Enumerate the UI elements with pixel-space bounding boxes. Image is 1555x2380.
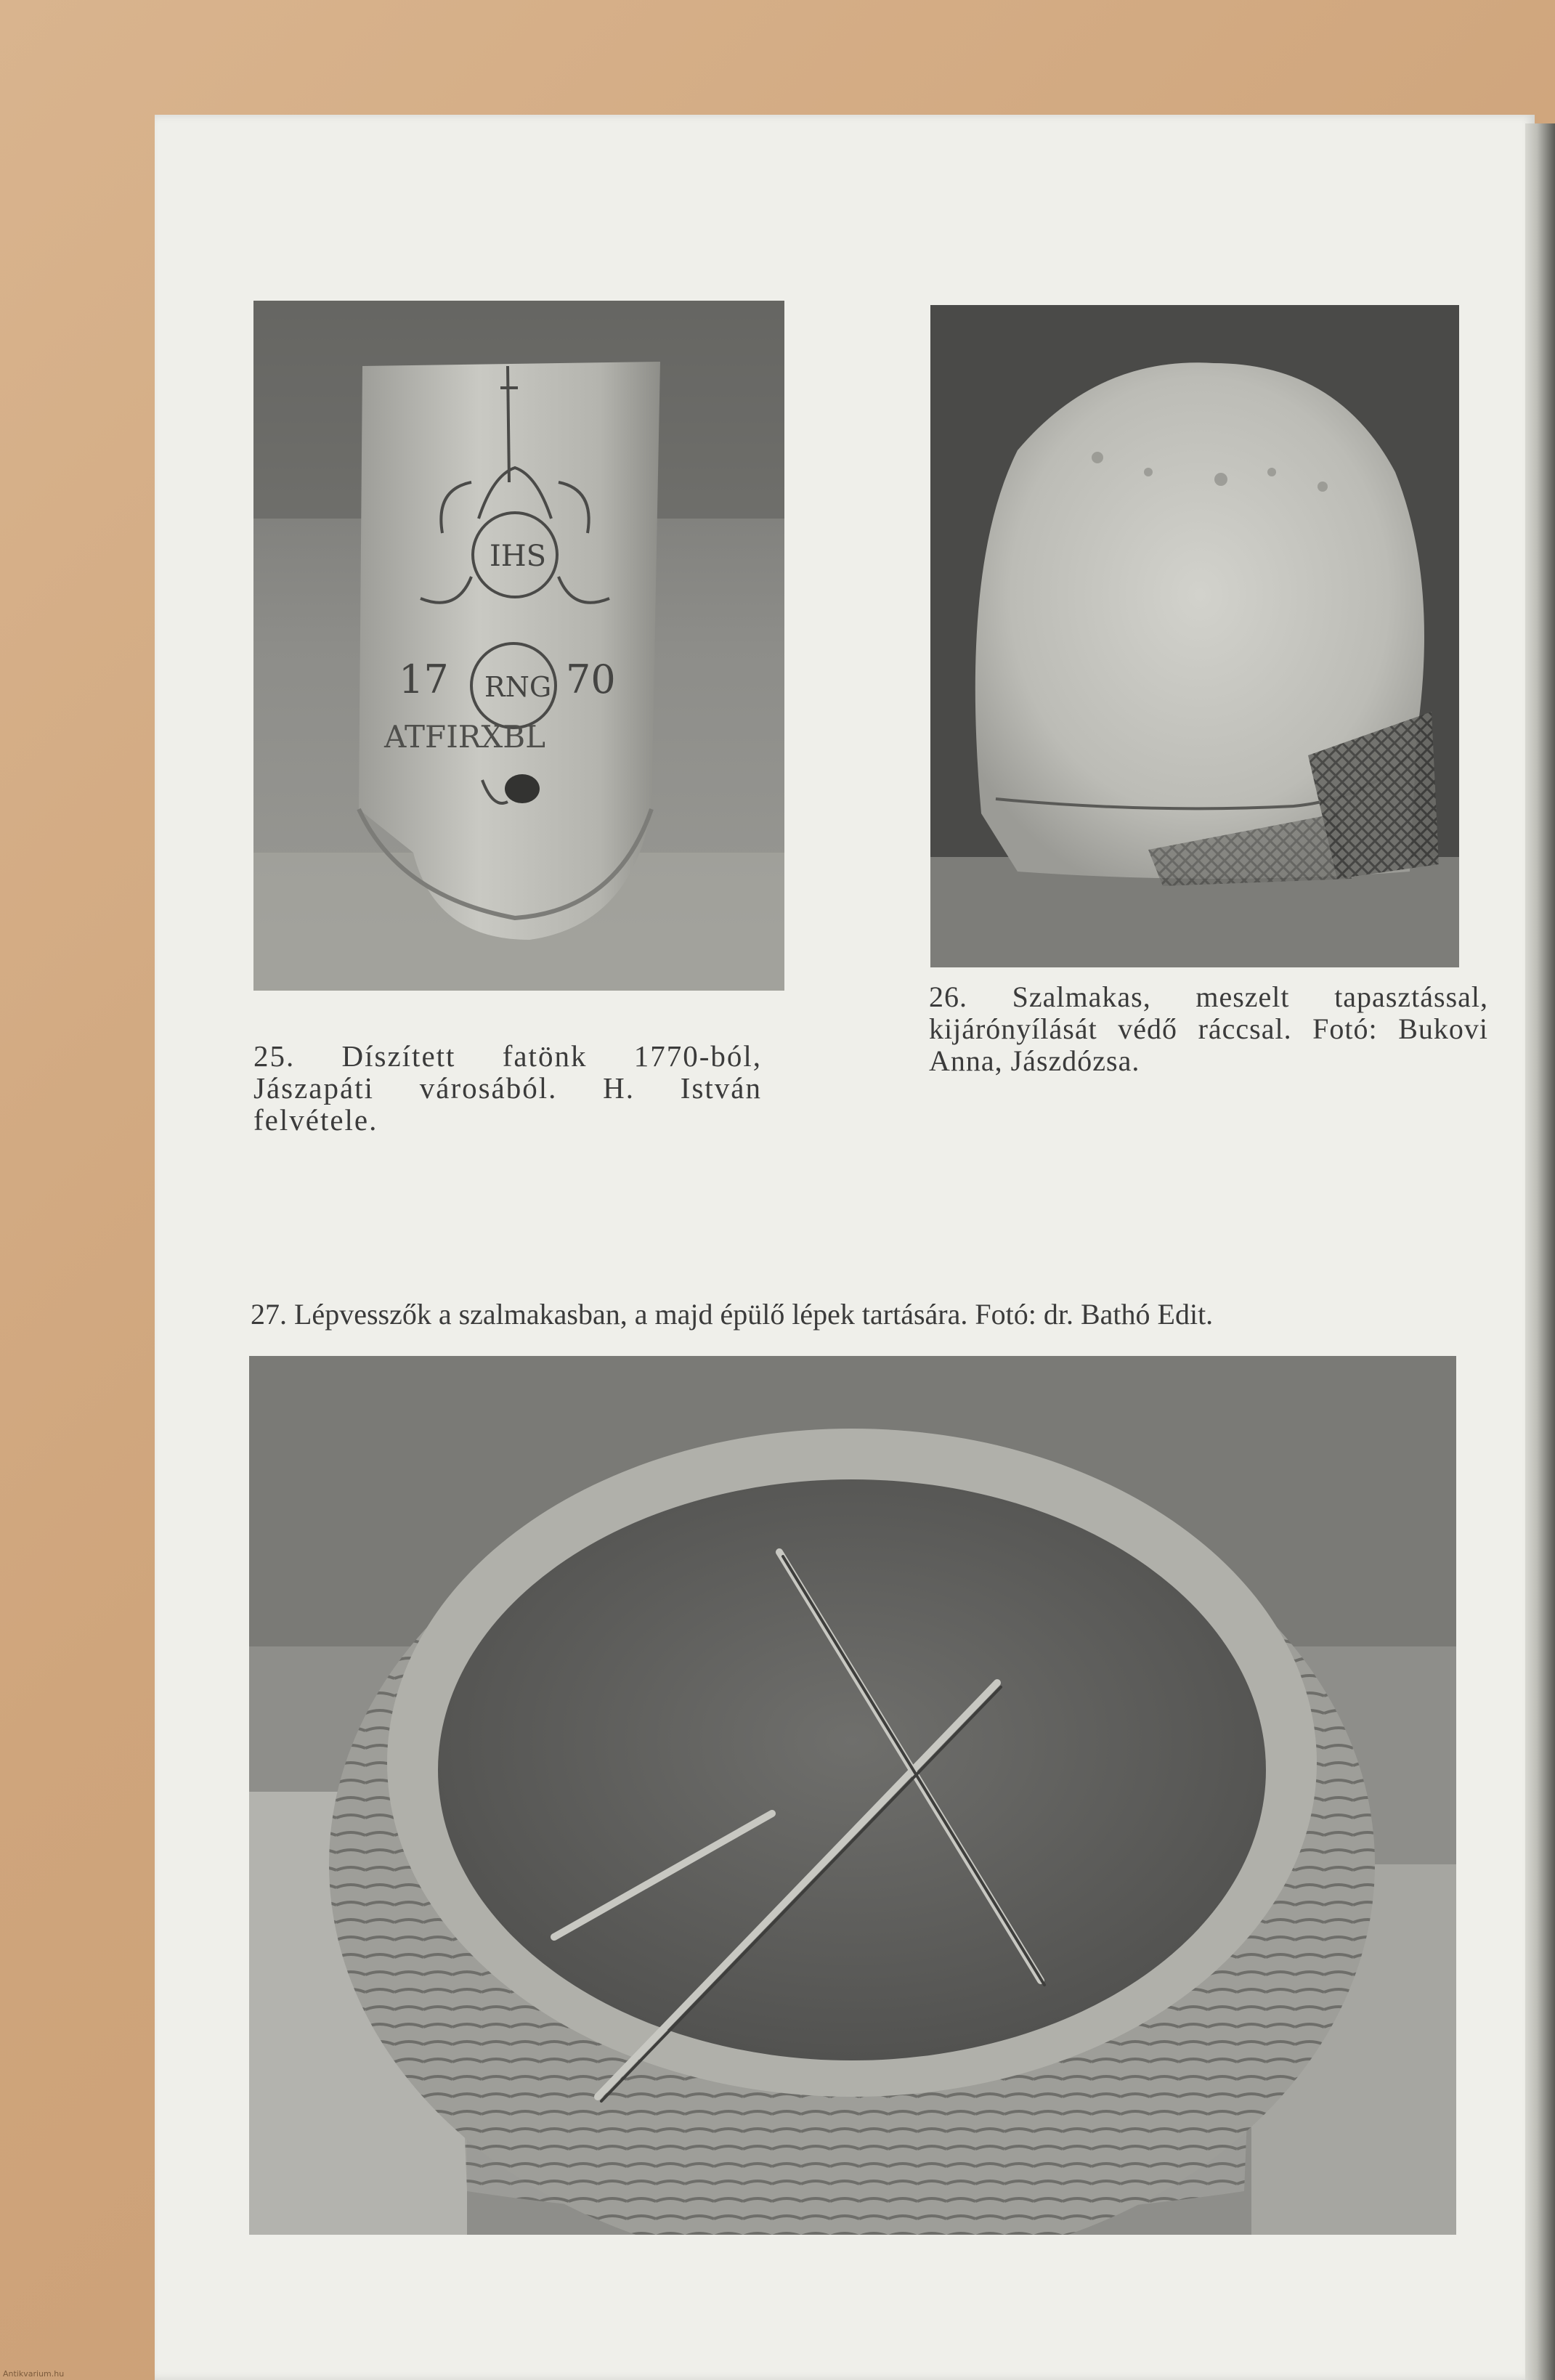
inscription-year-right: 70	[566, 657, 616, 702]
caption-figure-26: 26. Szalmakas, meszelt tapasztással, kijárónyílását védő ráccsal. Fotó: Bukovi Anna, Jászdózsa.	[929, 980, 1488, 1077]
inscription-center: RNG	[484, 671, 552, 703]
inscription-year-left: 17	[399, 657, 449, 702]
photo-straw-skep-comb-sticks	[249, 1356, 1456, 2235]
watermark: Antikvarium.hu	[3, 2369, 65, 2379]
photo-straw-skep-whitewashed	[930, 305, 1459, 967]
caption-figure-27: 27. Lépvesszők a szalmakasban, a majd épülő lépek tartására. Fotó: dr. Bathó Edit.	[251, 1298, 1214, 1331]
inscription-bottom: ATFIRXBL	[384, 719, 546, 755]
next-page-edge	[1525, 123, 1555, 2380]
inscription-ihs: IHS	[490, 540, 547, 573]
caption-figure-25: 25. Díszített fatönk 1770-ból, Jászapáti városából. H. István felvétele.	[253, 1039, 762, 1137]
photo-carved-stump	[253, 301, 784, 991]
